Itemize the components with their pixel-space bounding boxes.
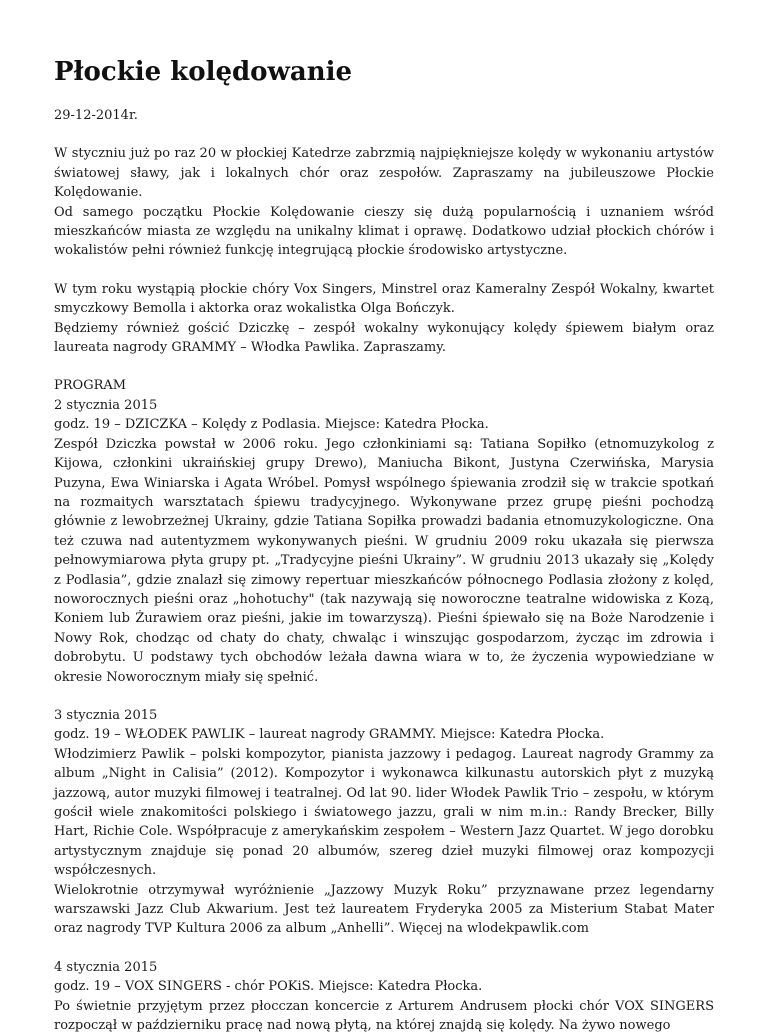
intro-paragraph: W styczniu już po raz 20 w płockiej Katedrze zabrzmią najpiękniejsze kolędy w wykonaniu artystów światowej sławy, jak i lokalnych chór oraz zespołów. Zapraszamy na jubileuszowe Płockie Kolędowanie. <box>54 146 714 201</box>
event-headline: godz. 19 – VOX SINGERS - chór POKiS. Miejsce: Katedra Płocka. <box>54 979 483 995</box>
program-section <box>54 376 714 687</box>
event-section <box>54 958 714 1035</box>
event-description: Wielokrotnie otrzymywał wyróżnienie „Jazzowy Muzyk Roku” przyznawane przez legendarny warszawski Jazz Club Akwarium. Jest też laureatem Fryderyka 2005 za Misterium Stabat Mater oraz nagrody TVP Kultura 2006 za album „Anhelli”. Więcej na wlodekpawlik.com <box>54 882 714 937</box>
document-title: Płockie kolędowanie <box>54 57 353 87</box>
program-heading: PROGRAM <box>54 378 127 394</box>
event-date: 4 stycznia 2015 <box>54 959 158 975</box>
event-headline: godz. 19 – DZICZKA – Kolędy z Podlasia. Miejsce: Katedra Płocka. <box>54 417 489 433</box>
event-description: Włodzimierz Pawlik – polski kompozytor, pianista jazzowy i pedagog. Laureat nagrody Grammy za album „Night in Calisia” (2012). Kompozytor i wykonawca kilkunastu autorskich płyt z muzyką jazzową, autor muzyki filmowej i teatralnej. Od lat 90. lider Włodek Pawlik Trio – zespołu, w którym gościł wiele znakomitości polskiego i światowego jazzu, grali w nim m.in.: Randy Brecker, Billy Hart, Richie Cole. Współpracuje z amerykańskim zespołem – Western Jazz Quartet. W jego dorobku artystycznym znajduje się ponad 20 albumów, szereg dzieł muzyki filmowej oraz kompozycji współczesnych. <box>54 746 714 879</box>
event-date: 2 stycznia 2015 <box>54 397 158 413</box>
event-date: 3 stycznia 2015 <box>54 707 158 723</box>
publication-date: 29-12-2014r. <box>54 108 138 123</box>
performers-paragraph: Będziemy również gościć Dziczkę – zespół wokalny wykonujący kolędy śpiewem białym oraz laureata nagrody GRAMMY – Włodka Pawlika. Zapraszamy. <box>54 320 714 356</box>
document-page <box>54 0 714 1035</box>
intro-section <box>54 144 714 260</box>
event-section <box>54 706 714 939</box>
performers-paragraph: W tym roku wystąpią płockie chóry Vox Singers, Minstrel oraz Kameralny Zespół Wokalny, kwartet smyczkowy Bemolla i aktorka oraz wokalistka Olga Bończyk. <box>54 281 714 317</box>
event-description: Po świetnie przyjętym przez płocczan koncercie z Arturem Andrusem płocki chór VOX SINGERS rozpoczął w październiku pracę nad nową płytą, na której znajdą się kolędy. Na żywo nowego <box>54 998 714 1034</box>
intro-paragraph: Od samego początku Płockie Kolędowanie cieszy się dużą popularnością i uznaniem wśród mieszkańców miasta ze względu na unikalny klimat i oprawę. Dodatkowo udział płockich chórów i wokalistów pełni również funkcję integrującą płockie środowisko artystyczne. <box>54 204 714 259</box>
event-description: Zespół Dziczka powstał w 2006 roku. Jego członkiniami są: Tatiana Sopiłko (etnomuzykolog z Kijowa, członkini ukraińskiej grupy Drewo), Maniucha Bikont, Justyna Czerwińska, Marysia Puzyna, Ewa Winiarska i Agata Wróbel. Pomysł wspólnego śpiewania zrodził się w trakcie spotkań na rozmaitych warsztatach śpiewu tradycyjnego. Wykonywane przez grupę pieśni pochodzą głównie z lewobrzeżnej Ukrainy, gdzie Tatiana Sopiłka prowadzi badania etnomuzykologiczne. Ona też czuwa nad autentyzmem wykonywanych pieśni. W grudniu 2009 roku ukazała się pierwsza pełnowymiarowa płyta grupy pt. „Tradycyjne pieśni Ukrainy”. W grudniu 2013 ukazały się „Kolędy z Podlasia”, gdzie znalazł się zimowy repertuar mieszkańców północnego Podlasia złożony z kolęd, noworocznych pieśni oraz „hohotuchy" (tak nazywają się noworoczne teatralne widowiska z Kozą, Koniem lub Żurawiem oraz pieśni, jakie im towarzyszą). Pieśni śpiewało się na Boże Narodzenie i Nowy Rok, chodząc od chaty do chaty, chwaląc i winszując gospodarzom, życząc im zdrowia i dobrobytu. U podstawy tych obchodów leżała dawna wiara w to, że życzenia wypowiedziane w okresie Noworocznym miały się spełnić. <box>54 436 714 685</box>
performers-section <box>54 280 714 358</box>
event-headline: godz. 19 – WŁODEK PAWLIK – laureat nagrody GRAMMY. Miejsce: Katedra Płocka. <box>54 727 605 743</box>
